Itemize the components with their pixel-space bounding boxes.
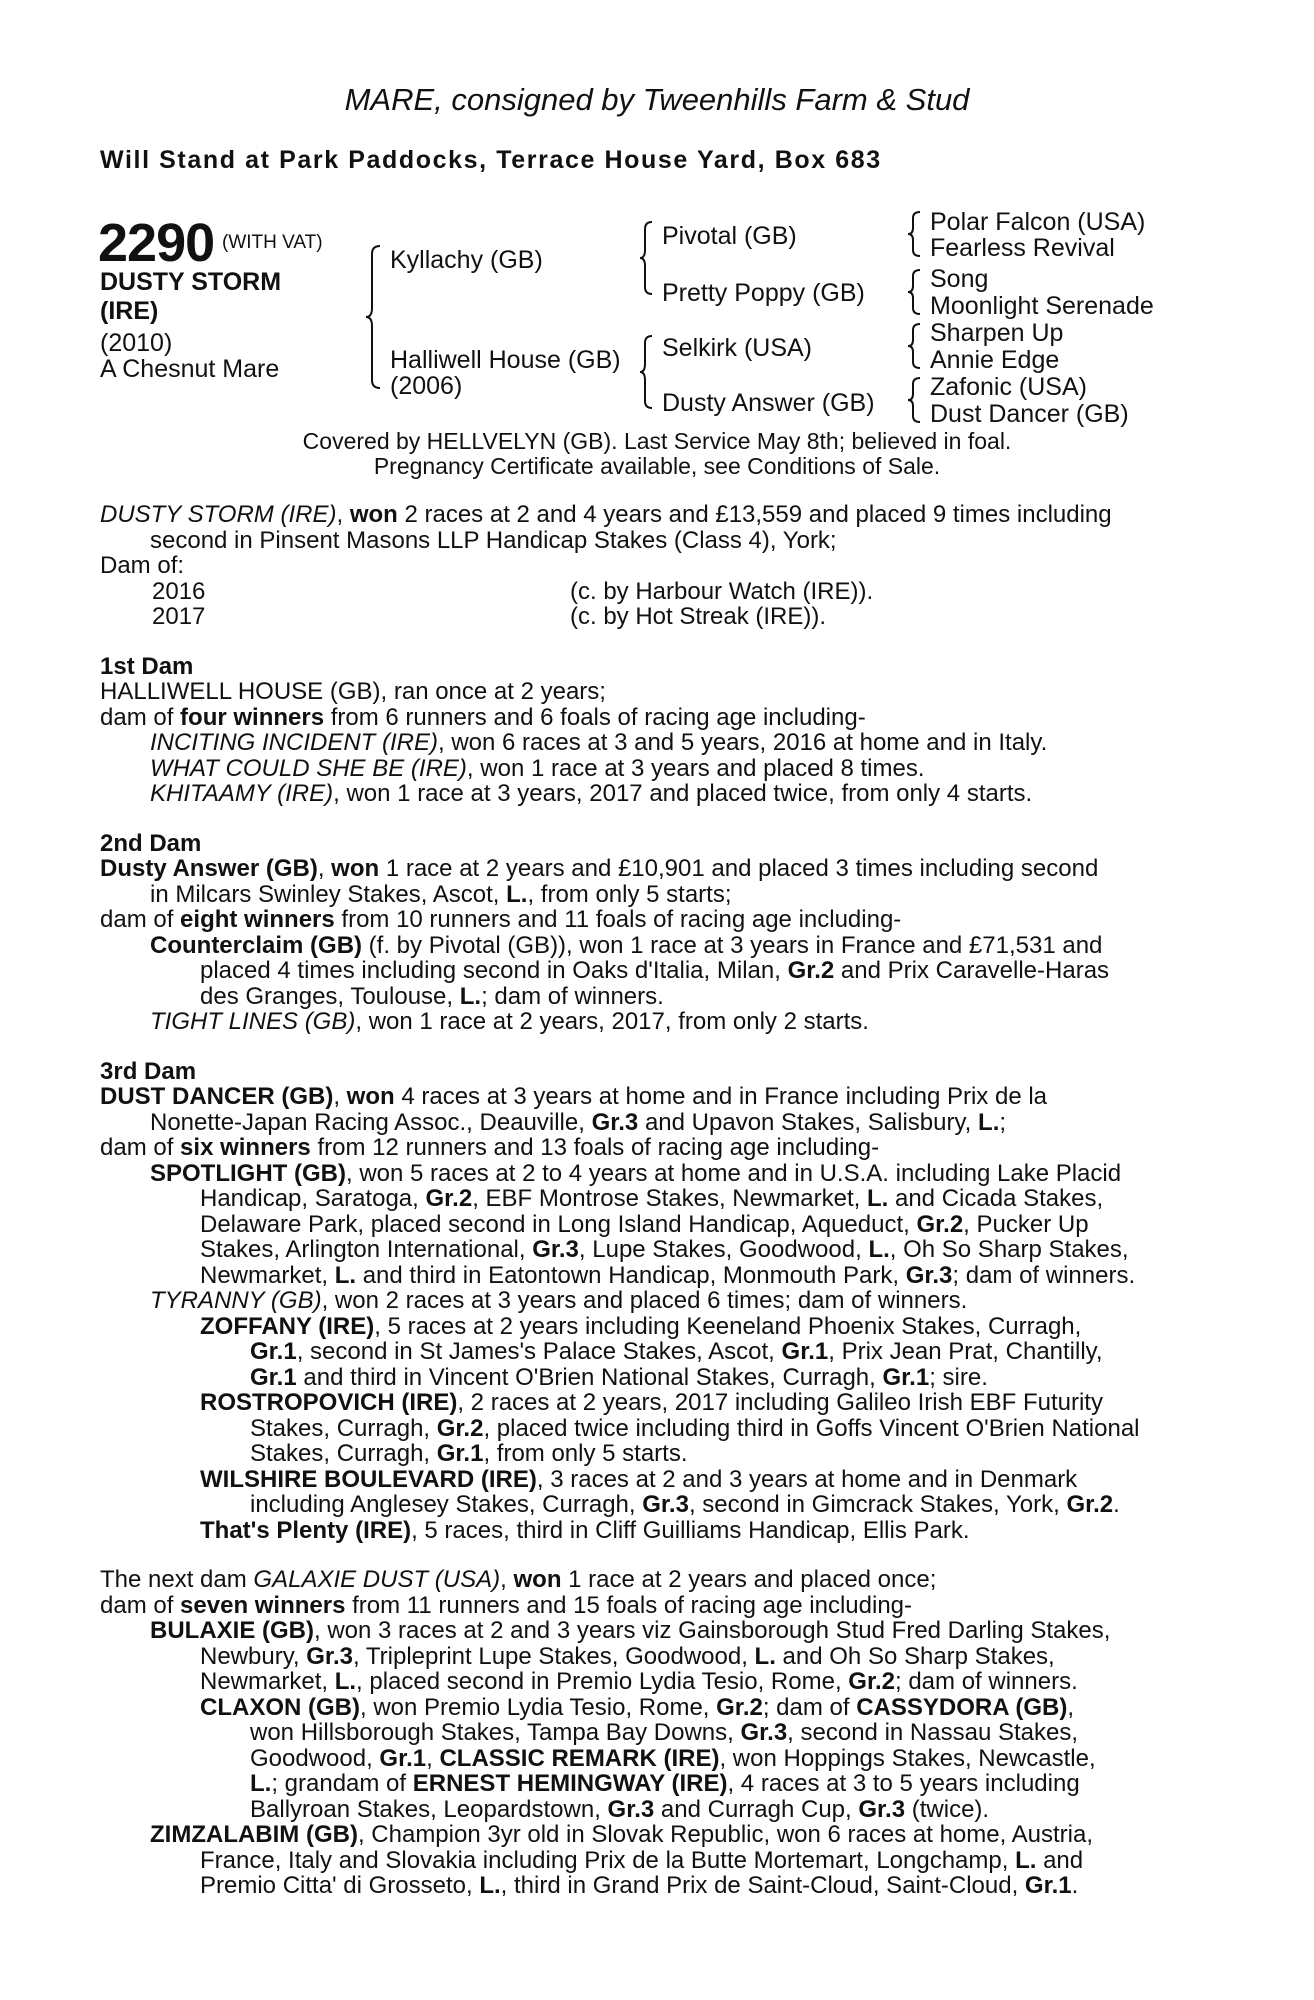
second-dam-line-cont: in Milcars Swinley Stakes, Ascot, L., from only 5 starts; xyxy=(150,880,732,908)
foal-list xyxy=(100,579,1206,630)
pedigree-g7: Zafonic (USA) xyxy=(930,373,1087,401)
progeny-entry-cont: Ballyroan Stakes, Leopardstown, Gr.3 and Curragh Cup, Gr.3 (twice). xyxy=(250,1795,990,1823)
pedigree-dam-dam: Dusty Answer (GB) xyxy=(662,389,875,417)
horse-year: (2010) xyxy=(100,329,173,357)
progeny-entry: WILSHIRE BOULEVARD (IRE), 3 races at 2 and 3 years at home and in Denmark xyxy=(200,1465,1078,1493)
progeny-entry-cont: France, Italy and Slovakia including Prix de la Butte Mortemart, Longchamp, L. and xyxy=(200,1846,1084,1874)
progeny-entry-cont: Stakes, Arlington International, Gr.3, Lupe Stakes, Goodwood, L., Oh So Sharp Stakes, xyxy=(200,1236,1129,1263)
foal-desc: (c. by Hot Streak (IRE)). xyxy=(570,603,827,630)
foal-year: 2017 xyxy=(152,603,206,630)
pedigree-dam: Halliwell House (GB) xyxy=(390,346,621,374)
progeny-entry: That's Plenty (IRE), 5 races, third in Cliff Guilliams Handicap, Ellis Park. xyxy=(200,1516,970,1544)
progeny-entry: ZOFFANY (IRE), 5 races at 2 years including Keeneland Phoenix Stakes, Curragh, xyxy=(200,1312,1082,1340)
pedigree-sire-dam: Pretty Poppy (GB) xyxy=(662,279,865,307)
vat-note: (WITH VAT) xyxy=(222,232,323,253)
progeny-entry: SPOTLIGHT (GB), won 5 races at 2 to 4 years at home and in U.S.A. including Lake Placid xyxy=(150,1159,1122,1187)
progeny-entry: ZIMZALABIM (GB), Champion 3yr old in Slovak Republic, won 6 races at home, Austria, xyxy=(150,1821,1093,1848)
horse-description: A Chesnut Mare xyxy=(100,355,280,383)
third-dam-heading: 3rd Dam xyxy=(100,1057,197,1085)
progeny-entry-cont: Stakes, Curragh, Gr.1, from only 5 starts. xyxy=(250,1440,688,1467)
progeny-entry-cont: Premio Citta' di Grosseto, L., third in Grand Prix de Saint-Cloud, Saint-Cloud, Gr.1. xyxy=(200,1872,1079,1899)
covered-line: Covered by HELLVELYN (GB). Last Service May 8th; believed in foal. xyxy=(302,428,1012,454)
progeny-entry-cont: Delaware Park, placed second in Long Island Handicap, Aqueduct, Gr.2, Pucker Up xyxy=(200,1210,1089,1238)
second-dam-line: Dusty Answer (GB), won 1 race at 2 years and £10,901 and placed 3 times including second xyxy=(100,855,1099,882)
pedigree-g1: Polar Falcon (USA) xyxy=(930,208,1146,236)
pedigree-brace-dam xyxy=(640,334,660,410)
horse-name-line2: (IRE) xyxy=(100,297,159,325)
progeny-entry-cont: Newmarket, L. and third in Eatontown Handicap, Monmouth Park, Gr.3; dam of winners. xyxy=(200,1261,1136,1289)
third-dam-line: DUST DANCER (GB), won 4 races at 3 years at home and in France including Prix de la xyxy=(100,1083,1048,1110)
first-dam-dam-of: dam of four winners from 6 runners and 6 foals of racing age including- xyxy=(100,703,866,731)
pedigree-brace-g78 xyxy=(908,376,928,424)
progeny-entry-cont: Gr.1 and third in Vincent O'Brien National Stakes, Curragh, Gr.1; sire. xyxy=(250,1363,988,1391)
summary-para: DUSTY STORM (IRE), won 2 races at 2 and 4 years and £13,559 and placed 9 times including xyxy=(100,501,1112,528)
foal-row xyxy=(100,604,1206,630)
pedigree-sire-sire: Pivotal (GB) xyxy=(662,222,797,250)
foal-row xyxy=(100,579,1206,605)
next-dam-dam-of: dam of seven winners from 11 runners and 15 foals of racing age including- xyxy=(100,1591,913,1619)
third-dam-line-cont: Nonette-Japan Racing Assoc., Deauville, Gr.3 and Upavon Stakes, Salisbury, L.; xyxy=(150,1108,1007,1136)
pedigree-brace-main xyxy=(366,244,388,390)
summary-para-cont: second in Pinsent Masons LLP Handicap Stakes (Class 4), York; xyxy=(150,526,837,554)
pregnancy-line: Pregnancy Certificate available, see Conditions of Sale. xyxy=(373,453,941,479)
catalogue-body xyxy=(100,502,1206,1899)
progeny-entry: CLAXON (GB), won Premio Lydia Tesio, Rome, Gr.2; dam of CASSYDORA (GB), xyxy=(200,1693,1075,1721)
lot-number: 2290 xyxy=(98,213,215,273)
progeny-entry-cont: placed 4 times including second in Oaks d'Italia, Milan, Gr.2 and Prix Caravelle-Haras xyxy=(200,957,1110,984)
progeny-entry-cont: Stakes, Curragh, Gr.2, placed twice including third in Goffs Vincent O'Brien National xyxy=(250,1414,1140,1442)
foal-year: 2016 xyxy=(152,577,206,605)
pedigree-g2: Fearless Revival xyxy=(930,234,1115,262)
progeny-entry: TIGHT LINES (GB), won 1 race at 2 years, 2017, from only 2 starts. xyxy=(150,1008,869,1035)
consignor-line: MARE, consigned by Tweenhills Farm & Stud xyxy=(344,82,970,117)
next-dam-line: The next dam GALAXIE DUST (USA), won 1 race at 2 years and placed once; xyxy=(100,1566,937,1593)
progeny-entry-cont: Newmarket, L., placed second in Premio Lydia Tesio, Rome, Gr.2; dam of winners. xyxy=(200,1668,1078,1695)
pedigree-brace-sire xyxy=(640,220,660,296)
progeny-entry: INCITING INCIDENT (IRE), won 6 races at 3 and 5 years, 2016 at home and in Italy. xyxy=(150,729,1048,756)
first-dam-line: HALLIWELL HOUSE (GB), ran once at 2 years; xyxy=(100,678,606,705)
progeny-entry-cont: won Hillsborough Stakes, Tampa Bay Downs, Gr.3, second in Nassau Stakes, xyxy=(250,1719,1078,1746)
pedigree-g5: Sharpen Up xyxy=(930,319,1064,347)
progeny-entry: TYRANNY (GB), won 2 races at 3 years and placed 6 times; dam of winners. xyxy=(150,1287,968,1314)
progeny-entry-cont: including Anglesey Stakes, Curragh, Gr.3, second in Gimcrack Stakes, York, Gr.2. xyxy=(250,1491,1120,1518)
progeny-entry-cont: Gr.1, second in St James's Palace Stakes, Ascot, Gr.1, Prix Jean Prat, Chantilly, xyxy=(250,1338,1103,1365)
progeny-entry-cont: Newbury, Gr.3, Tripleprint Lupe Stakes, Goodwood, L. and Oh So Sharp Stakes, xyxy=(200,1642,1055,1670)
progeny-entry: KHITAAMY (IRE), won 1 race at 3 years, 2017 and placed twice, from only 4 starts. xyxy=(150,780,1033,807)
first-dam-heading: 1st Dam xyxy=(100,652,194,680)
location-line: Will Stand at Park Paddocks, Terrace House Yard, Box 683 xyxy=(100,146,882,174)
foal-desc: (c. by Harbour Watch (IRE)). xyxy=(570,577,874,605)
pedigree-brace-g56 xyxy=(908,322,928,370)
pedigree-g8: Dust Dancer (GB) xyxy=(930,400,1129,428)
progeny-entry-cont: L.; grandam of ERNEST HEMINGWAY (IRE), 4 races at 3 to 5 years including xyxy=(250,1770,1080,1797)
pedigree-brace-g34 xyxy=(908,268,928,316)
second-dam-dam-of: dam of eight winners from 10 runners and 11 foals of racing age including- xyxy=(100,906,902,933)
horse-name xyxy=(100,268,281,326)
pedigree-dam-year: (2006) xyxy=(390,372,463,400)
pedigree-g4: Moonlight Serenade xyxy=(930,292,1154,320)
pedigree-g6: Annie Edge xyxy=(930,346,1060,374)
progeny-entry: WHAT COULD SHE BE (IRE), won 1 race at 3 years and placed 8 times. xyxy=(150,754,925,782)
horse-name-line1: DUSTY STORM xyxy=(100,268,282,296)
progeny-entry-cont: Goodwood, Gr.1, CLASSIC REMARK (IRE), won Hoppings Stakes, Newcastle, xyxy=(250,1744,1096,1772)
third-dam-dam-of: dam of six winners from 12 runners and 13 foals of racing age including- xyxy=(100,1134,880,1161)
progeny-entry: Counterclaim (GB) (f. by Pivotal (GB)), won 1 race at 3 years in France and £71,531 and xyxy=(150,931,1103,959)
progeny-entry-cont: Handicap, Saratoga, Gr.2, EBF Montrose Stakes, Newmarket, L. and Cicada Stakes, xyxy=(200,1185,1104,1212)
second-dam-heading: 2nd Dam xyxy=(100,829,202,857)
pedigree-sire: Kyllachy (GB) xyxy=(390,246,543,274)
progeny-entry-cont: des Granges, Toulouse, L.; dam of winners. xyxy=(200,982,664,1010)
progeny-entry: BULAXIE (GB), won 3 races at 2 and 3 years viz Gainsborough Stud Fred Darling Stakes, xyxy=(150,1617,1111,1644)
pedigree-dam-sire: Selkirk (USA) xyxy=(662,334,813,362)
pedigree-brace-g12 xyxy=(908,210,928,258)
progeny-entry: ROSTROPOVICH (IRE), 2 races at 2 years, 2017 including Galileo Irish EBF Futurity xyxy=(200,1389,1103,1416)
dam-of-label: Dam of: xyxy=(100,552,185,579)
pedigree-g3: Song xyxy=(930,265,989,293)
